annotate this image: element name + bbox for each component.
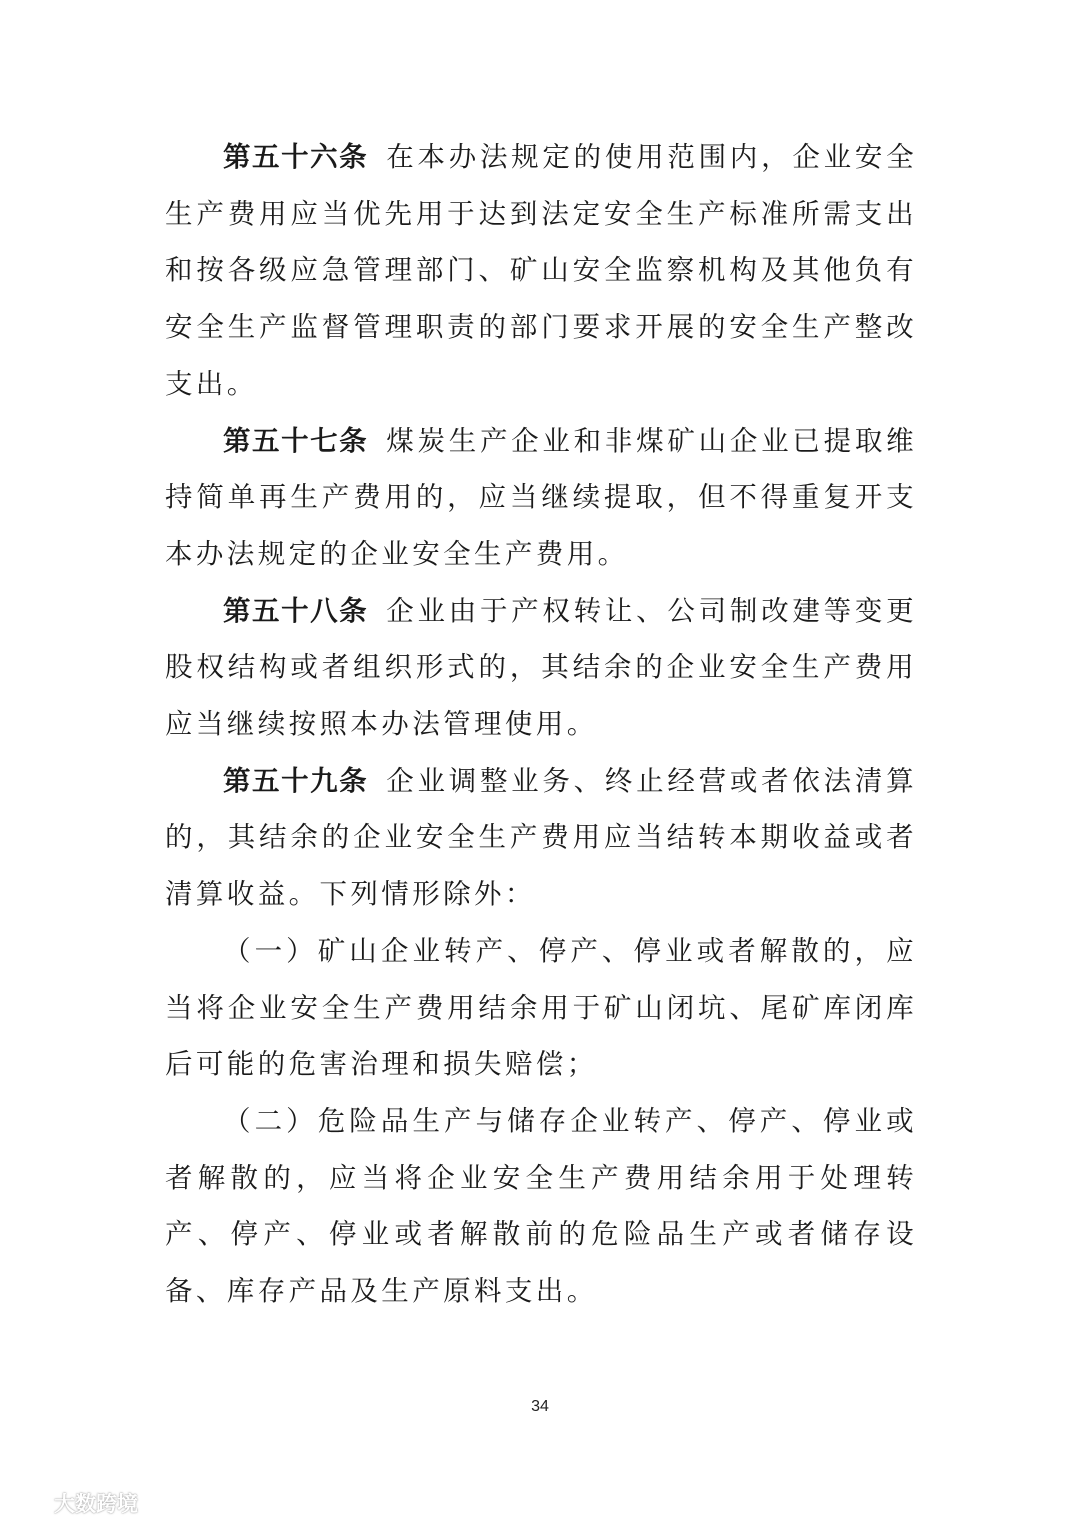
article-58 xyxy=(165,583,917,753)
article-text: 煤炭生产企业和非煤矿山企业已提取维持简单再生产费用的，应当继续提取，但不得重复开支本办法规定的企业安全生产费用。 xyxy=(165,424,917,570)
document-body xyxy=(165,129,917,1320)
article-59 xyxy=(165,753,917,923)
article-56 xyxy=(165,129,917,413)
chat-bubble-logo-icon xyxy=(10,1490,50,1516)
watermark xyxy=(10,1488,138,1518)
clause-1: （一）矿山企业转产、停产、停业或者解散的，应当将企业安全生产费用结余用于矿山闭坑、尾矿库闭库后可能的危害治理和损失赔偿； xyxy=(165,934,917,1081)
article-title: 第五十六条 xyxy=(223,141,369,173)
article-text: 在本办法规定的使用范围内，企业安全生产费用应当优先用于达到法定安全生产标准所需支出和按各级应急管理部门、矿山安全监察机构及其他负有安全生产监督管理职责的部门要求开展的安全生产整改支出。 xyxy=(165,141,917,400)
article-57 xyxy=(165,413,917,583)
watermark-text: 大数跨境 xyxy=(54,1492,138,1516)
page-number: 34 xyxy=(531,1398,549,1415)
clause-2: （二）危险品生产与储存企业转产、停产、停业或者解散的，应当将企业安全生产费用结余用于处理转产、停产、停业或者解散前的危险品生产或者储存设备、库存产品及生产原料支出。 xyxy=(165,1104,917,1308)
article-title: 第五十九条 xyxy=(223,764,369,797)
article-title: 第五十八条 xyxy=(223,594,369,627)
article-title: 第五十七条 xyxy=(223,424,369,457)
article-text: 企业调整业务、终止经营或者依法清算的，其结余的企业安全生产费用应当结转本期收益或者清算收益。下列情形除外： xyxy=(165,764,917,911)
article-text: 企业由于产权转让、公司制改建等变更股权结构或者组织形式的，其结余的企业安全生产费用应当继续按照本办法管理使用。 xyxy=(165,594,917,741)
